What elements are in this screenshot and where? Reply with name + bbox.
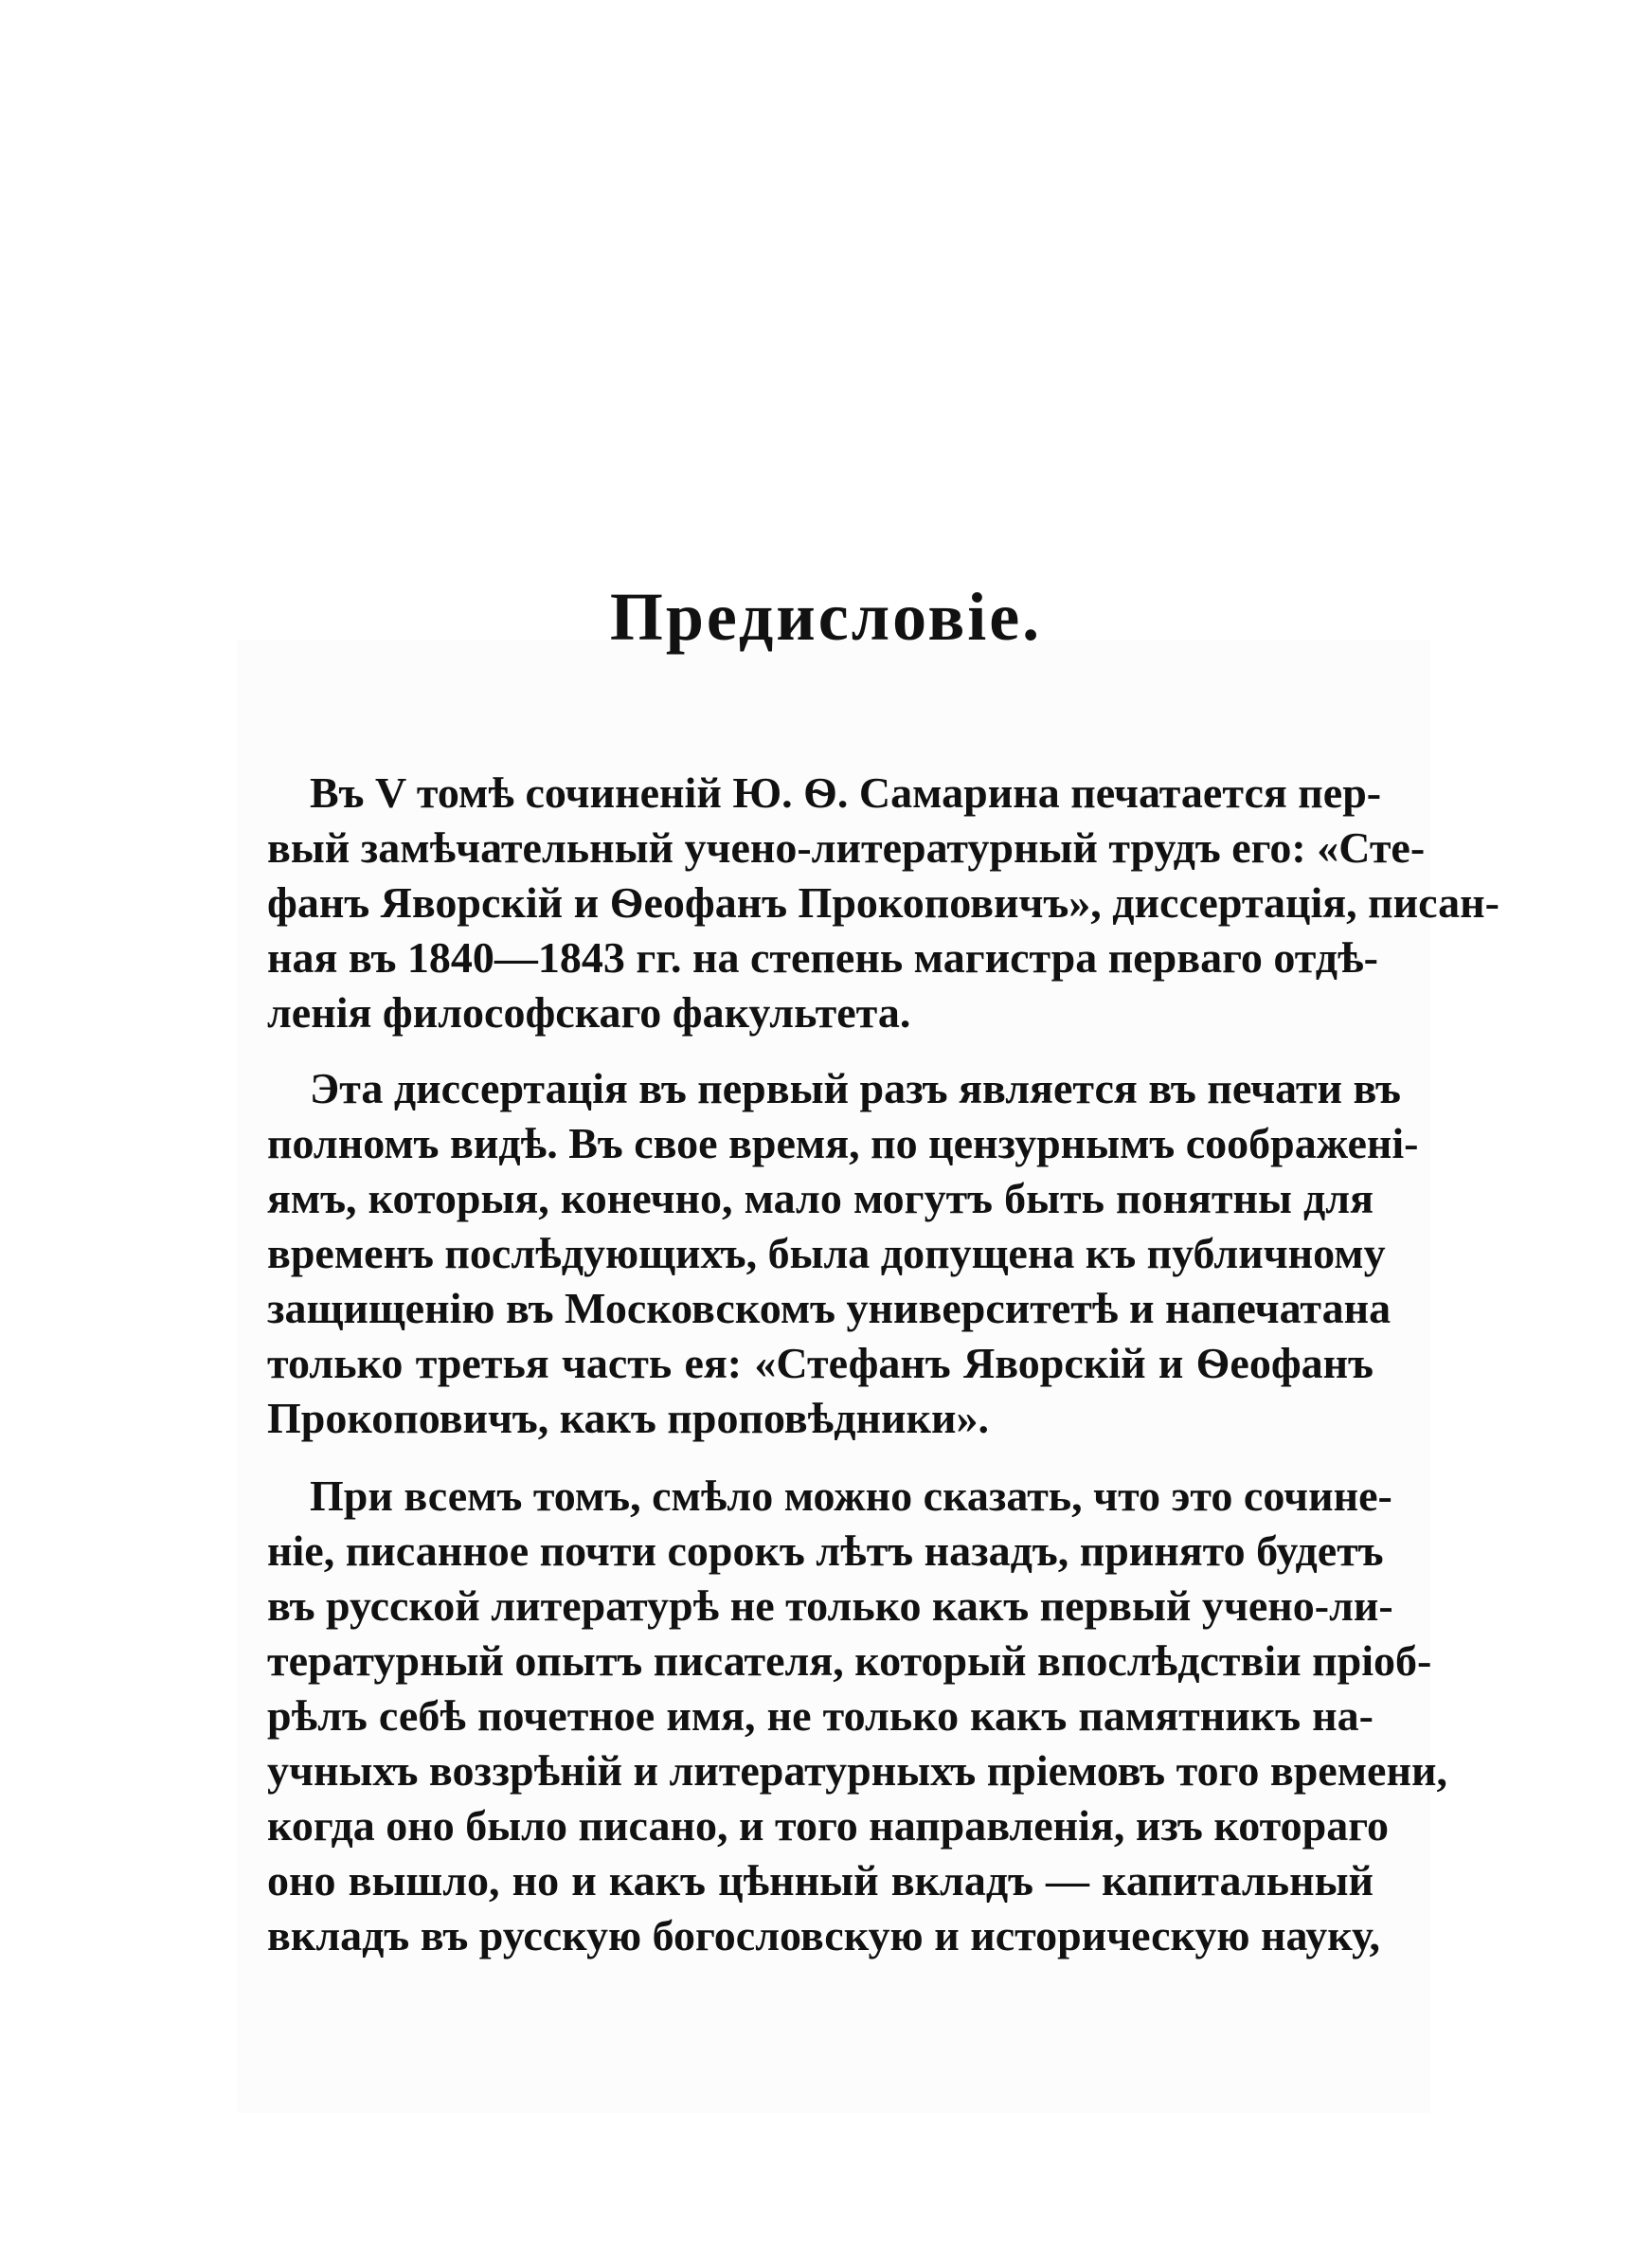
text-line: ленія философскаго факультета. [267,988,911,1037]
text-line: вый замѣчательный учено-литературный трудъ его: «Сте- [267,823,1426,872]
text-line: ніе, писанное почти сорокъ лѣтъ назадъ, принято будетъ [267,1526,1384,1575]
text-line: Эта диссертація въ первый разъ является въ печати въ [310,1064,1401,1112]
text-line: вкладъ въ русскую богословскую и историческую науку, [267,1911,1380,1959]
text-line: ная въ 1840—1843 гг. на степень магистра перваго отдѣ- [267,933,1378,982]
text-line: Прокоповичъ, какъ проповѣдники». [267,1394,990,1442]
page-title: Предисловіе. [609,579,1043,655]
text-line: Въ V томѣ сочиненій Ю. Ѳ. Самарина печатается пер- [310,768,1382,817]
text-line: ямъ, которыя, конечно, мало могутъ быть понятны для [267,1174,1374,1222]
text-line: рѣлъ себѣ почетное имя, не только какъ памятникъ на- [267,1691,1374,1740]
text-line: защищенію въ Московскомъ университетѣ и напечатана [267,1284,1392,1332]
paragraph-2 [267,1061,1419,1446]
text-line: временъ послѣдующихъ, была допущена къ публичному [267,1229,1386,1277]
paragraph-1 [267,766,1499,1040]
text-line: когда оно было писано, и того направленія, изъ котораго [267,1801,1389,1850]
text-line: тературный опытъ писателя, который впослѣдствіи пріоб- [267,1636,1432,1685]
paragraph-3 [267,1469,1447,1963]
text-line: въ русской литературѣ не только какъ первый учено-ли- [267,1581,1393,1630]
text-line: оно вышло, но и какъ цѣнный вкладъ — капитальный [267,1856,1374,1905]
text-line: только третья часть ея: «Стефанъ Яворскій и Ѳеофанъ [267,1339,1374,1387]
text-line: фанъ Яворскій и Ѳеофанъ Прокоповичъ», диссертація, писан- [267,878,1499,927]
text-line: полномъ видѣ. Въ свое время, по цензурнымъ соображені- [267,1119,1419,1167]
text-line: учныхъ воззрѣній и литературныхъ пріемовъ того времени, [267,1746,1447,1795]
text-line: При всемъ томъ, смѣло можно сказать, что это сочине- [310,1472,1392,1520]
